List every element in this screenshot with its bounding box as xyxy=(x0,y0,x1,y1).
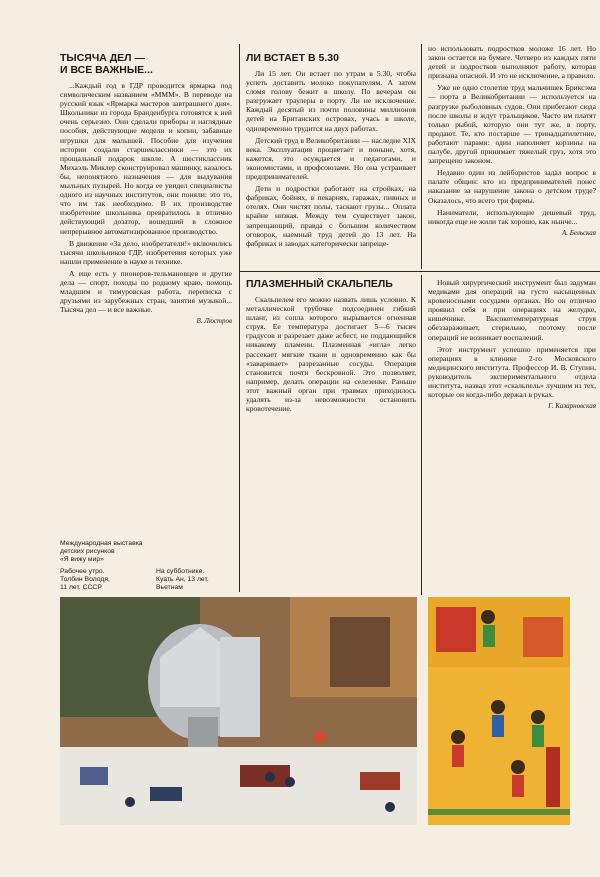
caption-author: Толбин Володя, xyxy=(60,576,110,584)
caption-info: Вьетнам xyxy=(156,584,183,592)
section-divider xyxy=(240,271,600,272)
paragraph: Наниматели, использующие дешевый труд, никогда еще не жили так хорошо, как нынче... xyxy=(428,207,596,226)
picture-caption-2 xyxy=(156,568,241,593)
picture-caption-1 xyxy=(60,568,150,593)
caption-info: 11 лет. СССР xyxy=(60,584,102,592)
exhibit-line-3: «Я вижу мир» xyxy=(60,556,104,564)
article-thousand-deeds xyxy=(60,52,232,542)
paragraph: Недавно один из лейбористов задал вопрос в палате общин: кто из предпринимателей понес наказание за нарушение закона о детском труде? Оказалось, что всего три фирмы. xyxy=(428,168,596,205)
paragraph: Скальпелем его можно назвать лишь условно. К металлической трубочке подсоединен гибкий шланг, из сопла которого вырывается огненная струя. Ее температура достигает 5—6 тысяч градусов и разрезает даже асбест, не поддающийся никакому пламени. Плазменная «игла» легко рассекает мягкие ткани и одновременно как бы «заваривает» разрезанные сосуды. Операция становится почти бескровной. Это позволяет, например, делать операции на селезенке. Раньше этот важный орган при травмах приходилось удалять из-за невозможности остановить кровотечение. xyxy=(246,295,416,414)
paragraph: Этот инструмент успешно применяется при операциях в клинике 2-го Московского медицинского института. Профессор И. В. Ступин, руководитель экспериментального отдела института, назвал этот «скальпель» лучшим из тех, которые он когда-либо держал в руках. xyxy=(428,344,596,400)
caption-title: На субботнике. xyxy=(156,568,205,575)
title-line-1: ТЫСЯЧА ДЕЛ — xyxy=(60,52,145,64)
paragraph: Детский труд в Великобритании — наследие XIX века. Эксплуатация процветает и поныне, хотя, кажется, это осуждается и педагогами, и экономистами, и профсоюзами. Но она устраивает предпринимателей. xyxy=(246,135,416,182)
exhibit-caption xyxy=(60,540,235,565)
paragraph: Ли 15 лет. Он встает по утрам в 5.30, чтобы успеть доставить молоко покупателям. А затем сломя голову бежит в школу. По вечерам он разгружает траулеры в порту. Ли не исключение. Каждый десятый из почти половины миллионов детей на Британских островах, учась в школе, одновременно трудится на двух работах. xyxy=(246,69,416,133)
author-signature: А. Бельская xyxy=(561,228,596,237)
article-plasma-scalpel-continued xyxy=(428,278,596,593)
caption-author: Куать Ан, 13 лет. xyxy=(156,576,209,584)
author-signature: В. Люстров xyxy=(196,317,232,326)
article-li-wakes-up xyxy=(246,52,416,267)
article-li-continued xyxy=(428,44,596,269)
article-title: ПЛАЗМЕННЫЙ СКАЛЬПЕЛЬ xyxy=(246,278,393,290)
caption-title: Рабочее утро. xyxy=(60,568,105,575)
painting-illustration xyxy=(428,597,570,825)
painting-illustration xyxy=(60,597,417,825)
paragraph: ...Каждый год в ГДР проводится ярмарка под символическим названием «МММ». В переводе на русский язык «Ярмарка мастеров завтрашнего дня». Школьники из города Бранденбурга готовятся к ней очень серьезно. Они сделали приборы и наглядные пособия, действующие модели и копии, забавные игрушки для малышей. Пособие для изучения истории создали старшеклассники — это их прощальный подарок школе. А шестиклассник Михаэль Миклер сконструировал машинку, казалось бы, непонятного назначения — для выдувания мыльных пузырей. Но когда ее увидел специалисты одного из научных институтов, они поняли: это то, что им так необходимо. В их производстве изобретение школьника превратилось в отлично действующий дозатор, вошедший в сложное непрерывное автоматизированное производство. xyxy=(60,81,232,236)
painting-subbotnik xyxy=(428,597,570,825)
paragraph: Дети и подростки работают на стройках, на фабриках, бойнях, в пекарнях, гаражах, пивных и отелях. Они чистят полы, таскают грузы... Оплата крайне низкая. Между тем существует закон, запрещающий, правда с большим количеством оговорок, наемный труд детей до 13 лет. На фабриках и заводах категорически запреще- xyxy=(246,184,416,248)
exhibit-line-2: детских рисунков xyxy=(60,548,115,556)
column-divider-bottom xyxy=(421,275,422,595)
article-title: ЛИ ВСТАЕТ В 5.30 xyxy=(246,52,339,64)
paragraph: В движение «За дело, изобретатели!» включились тысячи школьников ГДР, изобретения которых уже нашли применение в науке и технике. xyxy=(60,238,232,266)
author-signature: Г. Казарновская xyxy=(548,402,596,411)
painting-working-morning xyxy=(60,597,417,825)
paragraph: Новый хирургический инструмент был задуман медиками для операций на густо насыщенных кровеносными сосудами органах. Но он отлично проявил себя и при операциях на желудке, кишечнике. Высокотемпературная струя обеззараживает, стерильно, поэтому после операций не возникает воспалений. xyxy=(428,278,596,342)
title-line-2: И ВСЕ ВАЖНЫЕ... xyxy=(60,64,153,76)
paragraph: А еще есть у пионеров-тельмановцев и другие дела — спорт, походы по родному краю, помощь младшим и тимуровская работа, переписка с друзьями из зарубежных стран, занятия музыкой... Тысяча дел — и все важные. xyxy=(60,268,232,315)
column-divider-left xyxy=(239,44,240,592)
article-title xyxy=(60,52,232,76)
article-plasma-scalpel xyxy=(246,278,416,593)
exhibit-line-1: Международная выставка xyxy=(60,540,143,547)
column-divider-right xyxy=(421,44,422,269)
paragraph: но использовать подростков моложе 16 лет. Но закон остается на бумаге. Четверо из каждых пяти детей и подростков выполняют работу, которая признана опасной. И это не исключение, а правило. xyxy=(428,44,596,81)
paragraph: Уже не одно столетие труд мальчишек Бриксэма — порта в Великобритании — используется на разгрузке рыболовных судов. Они прибегают сюда после школы и ждут тральщиков. Часто им платят только рыбой, которую они тут же, в порту, продают. Те, кто постарше — тринадцатилетние, работают парами: один наполняет корзины на палубе, другой принимает тяжелый груз, хотя это запрещено законом. xyxy=(428,83,596,166)
